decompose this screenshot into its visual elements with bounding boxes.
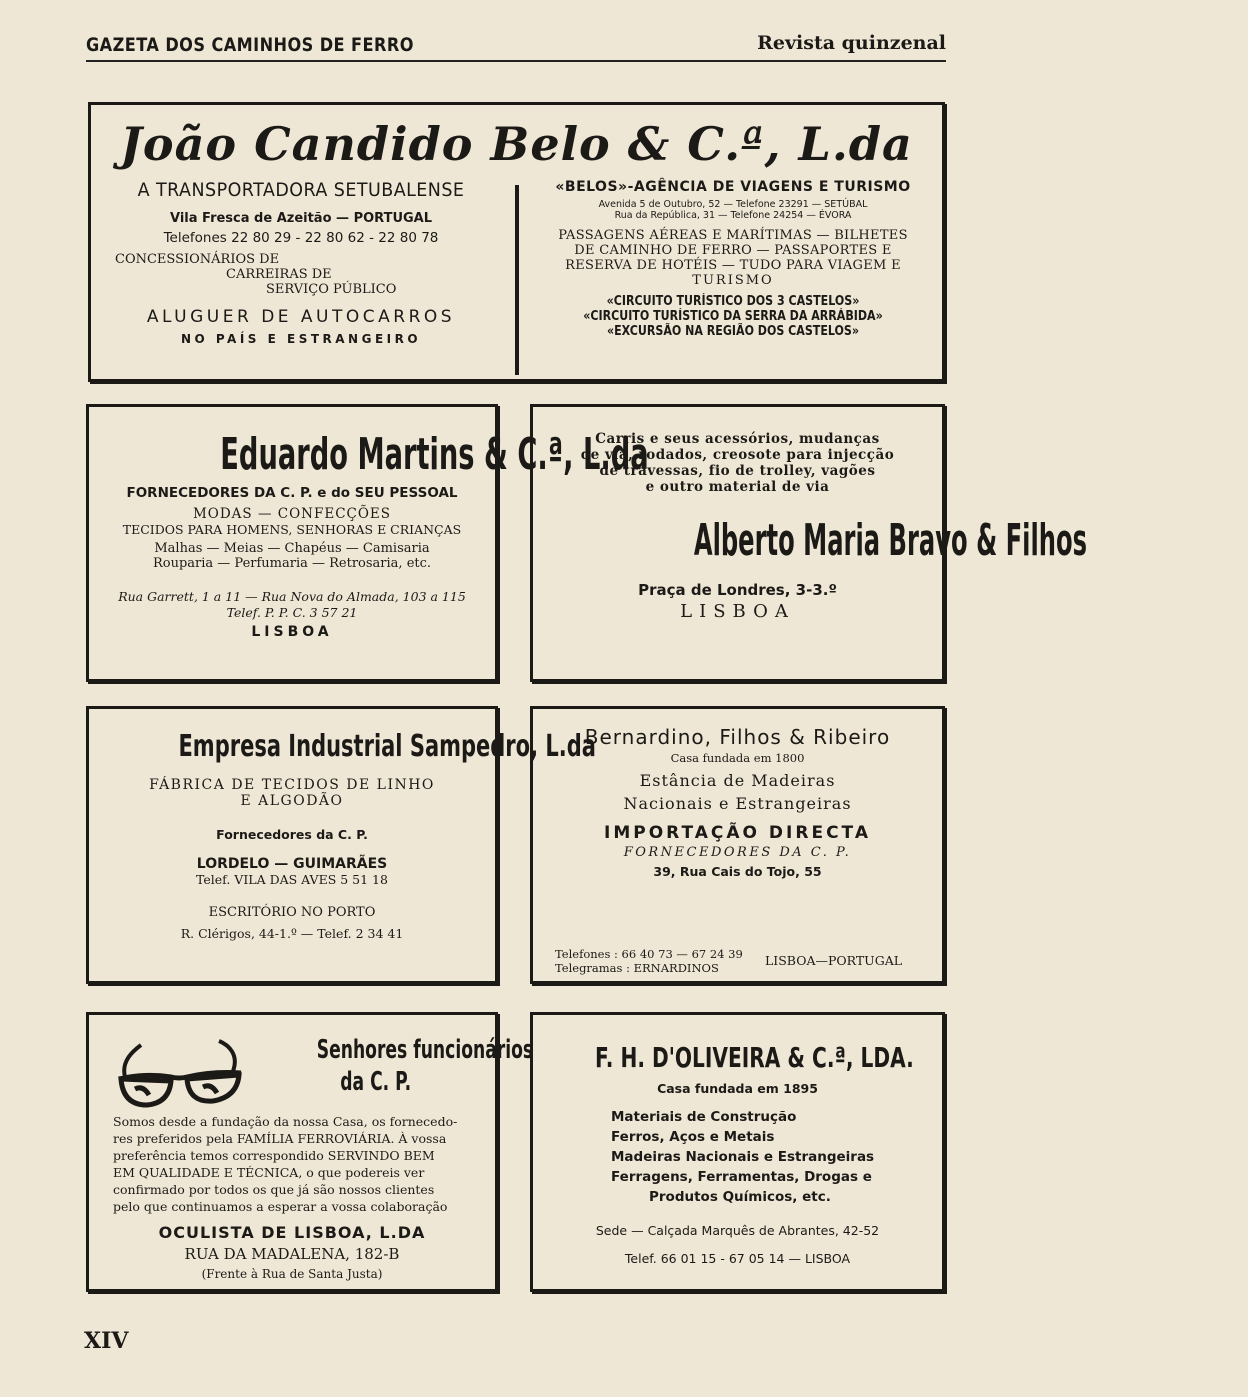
- ad1-title: João Candido Belo & C.ª, L.da: [120, 117, 913, 171]
- journal-subtitle: Revista quinzenal: [757, 32, 946, 54]
- ad3-address: Praça de Londres, 3-3.º: [638, 581, 837, 599]
- ad4-location: LORDELO — GUIMARÃES: [196, 856, 388, 872]
- ad3-line1: Carris e seus acessórios, mudanças: [595, 431, 880, 447]
- ad4-fornecedores: Fornecedores da C. P.: [216, 827, 368, 842]
- ad7-phone: Telef. 66 01 15 - 67 05 14 — LISBOA: [624, 1251, 851, 1266]
- ad3-line4: e outro material de via: [645, 479, 830, 495]
- ad-joao-candido-belo: [88, 102, 945, 382]
- ad4-phone: Telef. VILA DAS AVES 5 51 18: [196, 872, 388, 887]
- ad2-tecidos: TECIDOS PARA HOMENS, SENHORAS E CRIANÇAS: [122, 522, 462, 537]
- ad7-m4: Ferragens, Ferramentas, Drogas e: [611, 1169, 872, 1185]
- ad1-conc2: CARREIRAS DE: [226, 267, 332, 282]
- ad6-landmark: (Frente à Rua de Santa Justa): [201, 1267, 383, 1281]
- glasses-icon: [115, 1033, 245, 1113]
- ad1-right-column: [523, 179, 943, 339]
- ad2-subtitle: FORNECEDORES DA C. P. e do SEU PESSOAL: [126, 485, 458, 501]
- ad7-sede: Sede — Calçada Marquês de Abrantes, 42-52: [595, 1223, 880, 1238]
- ad2-modas: MODAS — CONFECÇÕES: [192, 506, 392, 522]
- page-number: XIV: [84, 1328, 129, 1354]
- ad1-p1: PASSAGENS AÉREAS E MARÍTIMAS — BILHETES: [558, 228, 908, 243]
- ad-eduardo-martins: [86, 404, 649, 682]
- ad1-left-column: [91, 179, 511, 346]
- ad2-phone: Telef. P. P. C. 3 57 21: [226, 605, 358, 620]
- ad5-title: Bernardino, Filhos & Ribeiro: [584, 725, 891, 749]
- ad-fh-doliveira: [530, 1012, 945, 1292]
- ad1-pais: NO PAÍS E ESTRANGEIRO: [180, 332, 422, 346]
- ad1-location: Vila Fresca de Azeitão — PORTUGAL: [169, 211, 433, 226]
- ad1-conc1: CONCESSIONÁRIOS DE: [115, 252, 280, 267]
- ad4-title: Empresa Industrial Sampedro, L.da: [178, 729, 596, 764]
- ad-oculista-de-lisboa: [86, 1012, 534, 1292]
- ad5-estancia1: Estância de Madeiras: [639, 771, 836, 790]
- ad6-body3: preferência temos correspondido SERVINDO BEM: [113, 1148, 435, 1163]
- ad6-company: OCULISTA DE LISBOA, L.DA: [158, 1223, 426, 1242]
- ad7-founded: Casa fundada em 1895: [657, 1081, 818, 1096]
- ad2-address: Rua Garrett, 1 a 11 — Rua Nova do Almada, 103 a 115: [118, 589, 466, 604]
- ad6-address: RUA DA MADALENA, 182-B: [184, 1245, 400, 1263]
- ad5-telegrams: Telegramas : ERNARDINOS: [555, 961, 719, 975]
- ad5-importacao: IMPORTAÇÃO DIRECTA: [604, 823, 871, 843]
- ad7-title: F. H. D'OLIVEIRA & C.ª, LDA.: [594, 1041, 914, 1074]
- journal-title: GAZETA DOS CAMINHOS DE FERRO: [86, 34, 414, 56]
- ad5-fornecedores: FORNECEDORES DA C. P.: [623, 845, 852, 860]
- ad-alberto-maria-bravo: [530, 404, 1087, 682]
- ad1-company: A TRANSPORTADORA SETUBALENSE: [137, 179, 465, 201]
- ad5-estancia2: Nacionais e Estrangeiras: [623, 794, 852, 813]
- ad4-fabrica1: FÁBRICA DE TECIDOS DE LINHO: [149, 777, 435, 793]
- ad-bernardino-filhos-ribeiro: [530, 706, 945, 984]
- ad-empresa-sampedro: [86, 706, 596, 984]
- ad2-rouparia: Rouparia — Perfumaria — Retrosaria, etc.: [152, 556, 432, 571]
- ad1-phones: Telefones 22 80 29 - 22 80 62 - 22 80 78: [163, 230, 439, 246]
- ad1-p3: RESERVA DE HOTÉIS — TUDO PARA VIAGEM E: [565, 258, 901, 273]
- ad4-fabrica2: E ALGODÃO: [240, 793, 344, 809]
- ad5-founded: Casa fundada em 1800: [670, 751, 805, 765]
- ad3-city: LISBOA: [680, 601, 795, 622]
- ad3-title: Alberto Maria Bravo & Filhos: [693, 515, 1087, 566]
- ad5-phones: Telefones : 66 40 73 — 67 24 39: [555, 947, 743, 961]
- ad1-circuit2: «CIRCUITO TURÍSTICO DA SERRA DA ARRÁBIDA»: [583, 309, 883, 324]
- ad6-body6: pelo que continuamos a esperar a vossa colaboração: [113, 1199, 448, 1214]
- ad1-p4: TURISMO: [692, 273, 774, 288]
- ad4-address: R. Clérigos, 44-1.º — Telef. 2 34 41: [180, 926, 404, 941]
- ad6-body1: Somos desde a fundação da nossa Casa, os fornecedo-: [113, 1114, 458, 1129]
- ad5-address: 39, Rua Cais do Tojo, 55: [653, 864, 822, 879]
- ad1-circuit3: «EXCURSÃO NA REGIÃO DOS CASTELOS»: [606, 324, 860, 339]
- ad6-body5: confirmado por todos os que já são nossos clientes: [113, 1182, 435, 1197]
- ad1-conc3: SERVIÇO PÚBLICO: [266, 282, 397, 297]
- ad1-circuit1: «CIRCUITO TURÍSTICO DOS 3 CASTELOS»: [606, 294, 860, 309]
- ad3-line2: de via, rodados, creosote para injecção: [580, 447, 895, 463]
- ad2-title: Eduardo Martins & C.ª, L.da: [220, 429, 649, 480]
- ad7-m5: Produtos Químicos, etc.: [649, 1189, 831, 1205]
- ad6-body2: res preferidos pela FAMÍLIA FERROVIÁRIA. À vossa: [113, 1131, 447, 1146]
- ad5-city: LISBOA—PORTUGAL: [765, 953, 903, 968]
- ad4-escritorio: ESCRITÓRIO NO PORTO: [208, 905, 376, 920]
- ad3-line3: de travessas, fio de trolley, vagões: [599, 463, 876, 479]
- ad1-addr1: Avenida 5 de Outubro, 52 — Telefone 23291 — SETÚBAL: [598, 199, 868, 210]
- ad2-malhas: Malhas — Meias — Chapéus — Camisaria: [154, 541, 430, 556]
- ad7-m3: Madeiras Nacionais e Estrangeiras: [611, 1149, 875, 1165]
- ad1-divider: [515, 185, 519, 375]
- ad1-aluguer: ALUGUER DE AUTOCARROS: [146, 307, 456, 327]
- ad6-title2: da C. P.: [340, 1067, 412, 1097]
- ad7-m2: Ferros, Aços e Metais: [611, 1129, 775, 1145]
- ad7-m1: Materiais de Construção: [611, 1109, 797, 1125]
- ad2-city: LISBOA: [251, 624, 333, 640]
- ad1-addr2: Rua da República, 31 — Telefone 24254 — ÉVORA: [614, 210, 852, 221]
- ad1-p2: DE CAMINHO DE FERRO — PASSAPORTES E: [574, 243, 892, 258]
- ad6-title1: Senhores funcionários: [316, 1035, 534, 1065]
- ad1-agency: «BELOS»-AGÊNCIA DE VIAGENS E TURISMO: [555, 179, 911, 195]
- ad6-body4: EM QUALIDADE E TÉCNICA, o que podereis ver: [113, 1165, 425, 1180]
- page-header: [86, 32, 946, 62]
